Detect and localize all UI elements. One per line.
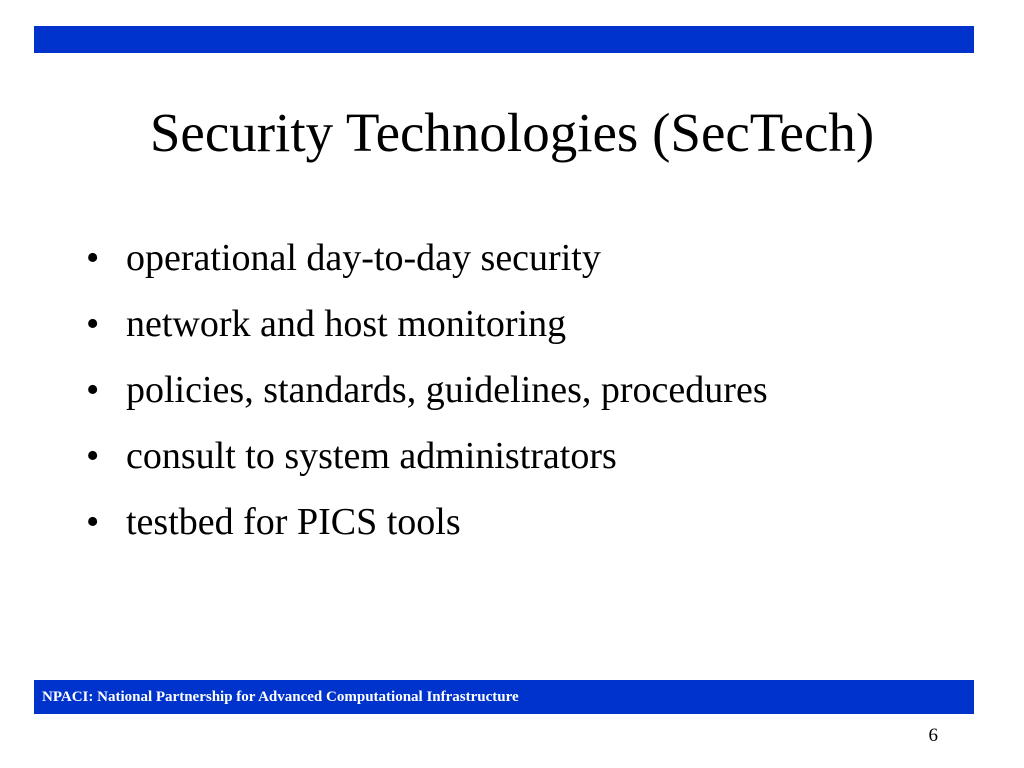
page-number: 6 xyxy=(928,725,938,746)
bullet-item xyxy=(86,497,768,563)
bullet-glyph: • xyxy=(86,501,100,543)
bullet-glyph: • xyxy=(86,237,100,279)
slide-title: Security Technologies (SecTech) xyxy=(149,102,875,163)
bullet-glyph: • xyxy=(86,435,100,477)
footer-text: NPACI: National Partnership for Advanced Computational Infrastructure xyxy=(42,689,519,705)
bullet-text: testbed for PICS tools xyxy=(126,501,461,543)
bullet-text: network and host monitoring xyxy=(126,303,567,345)
bullet-list xyxy=(86,233,768,563)
bullet-text: consult to system administrators xyxy=(126,435,617,477)
bullet-text: operational day-to-day security xyxy=(126,237,601,279)
bullet-glyph: • xyxy=(86,303,100,345)
bullet-item xyxy=(86,299,768,365)
bullet-item xyxy=(86,233,768,299)
top-accent-bar xyxy=(34,26,974,53)
bullet-item xyxy=(86,365,768,431)
bullet-item xyxy=(86,431,768,497)
bullet-text: policies, standards, guidelines, procedures xyxy=(126,369,768,411)
footer-bar xyxy=(34,680,974,714)
bullet-glyph: • xyxy=(86,369,100,411)
